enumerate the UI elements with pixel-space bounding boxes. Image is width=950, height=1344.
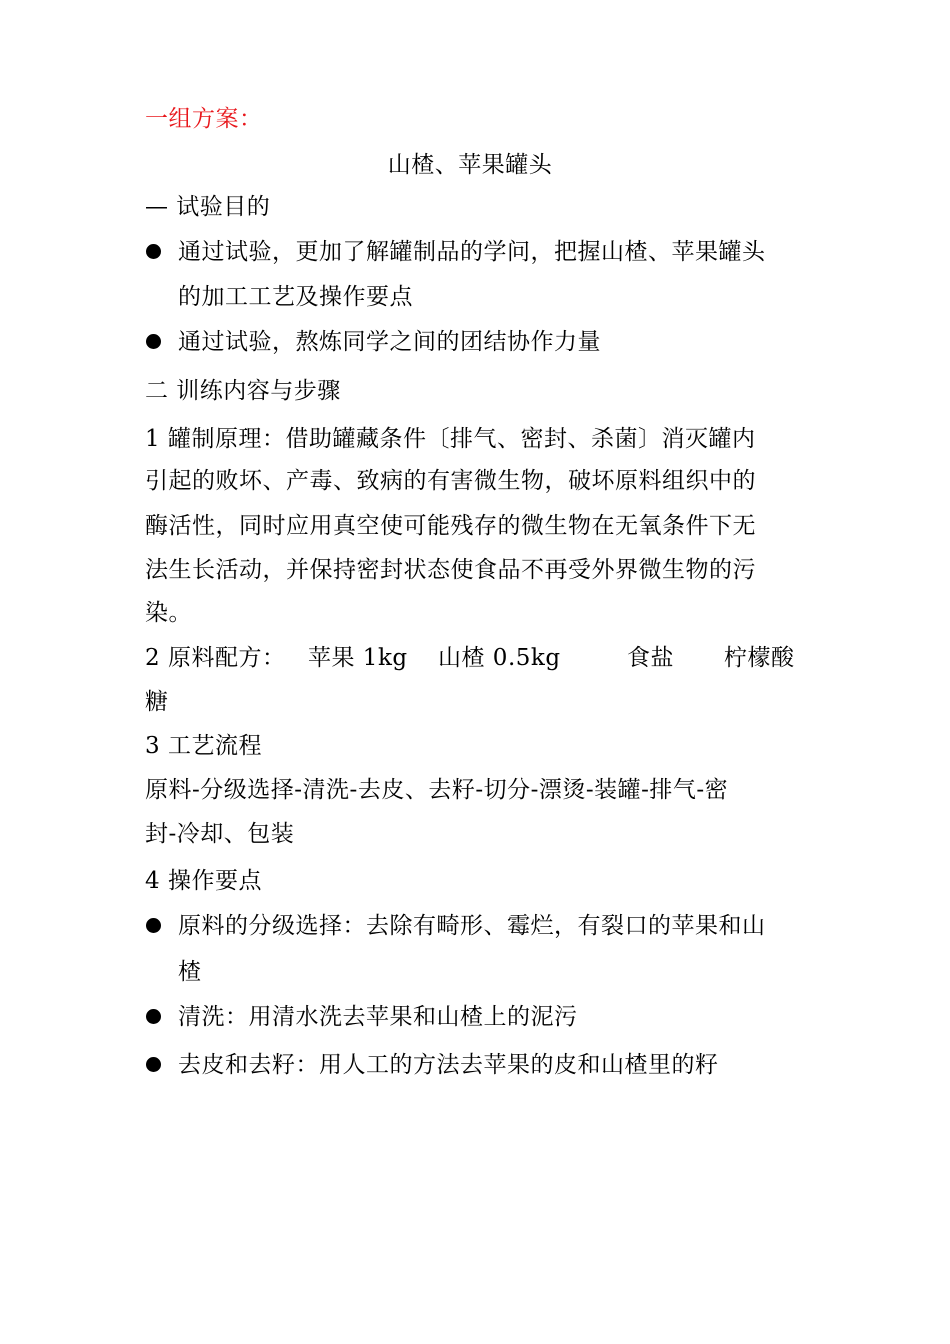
recipe-item-sugar: 糖 [145,689,169,715]
bullet-icon [146,918,161,933]
bullet-icon [146,1009,161,1024]
point1-line1: 原料的分级选择：去除有畸形、霉烂，有裂口的苹果和山 [178,913,766,939]
group-label: 一组方案： [145,106,263,132]
bullet-icon [146,1057,161,1072]
recipe-label: 2 原料配方： [145,645,286,671]
principle-line-2: 引起的败坏、产毒、致病的有害微生物，破坏原料组织中的 [145,468,756,494]
section1-bullet1-line2: 的加工工艺及操作要点 [178,284,413,310]
recipe-item-citric-acid: 柠檬酸 [724,645,795,671]
section1-bullet2: 通过试验，熬炼同学之间的团结协作力量 [178,329,601,355]
recipe-item-apple: 苹果 1kg [308,645,408,671]
recipe-item-hawthorn: 山楂 0.5kg [438,645,561,671]
principle-line-1: 1 罐制原理：借助罐藏条件〔排气、密封、杀菌〕消灭罐内 [145,426,756,452]
section2-heading: 二 训练内容与步骤 [145,378,341,404]
bullet-icon [146,244,161,259]
section1-bullet1-line1: 通过试验，更加了解罐制品的学问，把握山楂、苹果罐头 [178,239,766,265]
process-line-1: 原料-分级选择-清洗-去皮、去籽-切分-漂烫-装罐-排气-密 [145,777,729,803]
principle-line-3: 酶活性，同时应用真空使可能残存的微生物在无氧条件下无 [145,513,756,539]
document-title: 山楂、苹果罐头 [387,152,553,178]
principle-line-5: 染。 [145,600,192,626]
process-heading: 3 工艺流程 [145,733,262,759]
point1-line2: 楂 [178,959,202,985]
section1-heading: — 试验目的 [145,194,271,220]
principle-line-4: 法生长活动，并保持密封状态使食品不再受外界微生物的污 [145,557,756,583]
point3: 去皮和去籽：用人工的方法去苹果的皮和山楂里的籽 [178,1052,719,1078]
points-heading: 4 操作要点 [145,868,262,894]
point2: 清洗：用清水洗去苹果和山楂上的泥污 [178,1004,578,1030]
process-line-2: 封-冷却、包装 [145,821,295,847]
recipe-item-salt: 食盐 [627,645,674,671]
bullet-icon [146,334,161,349]
